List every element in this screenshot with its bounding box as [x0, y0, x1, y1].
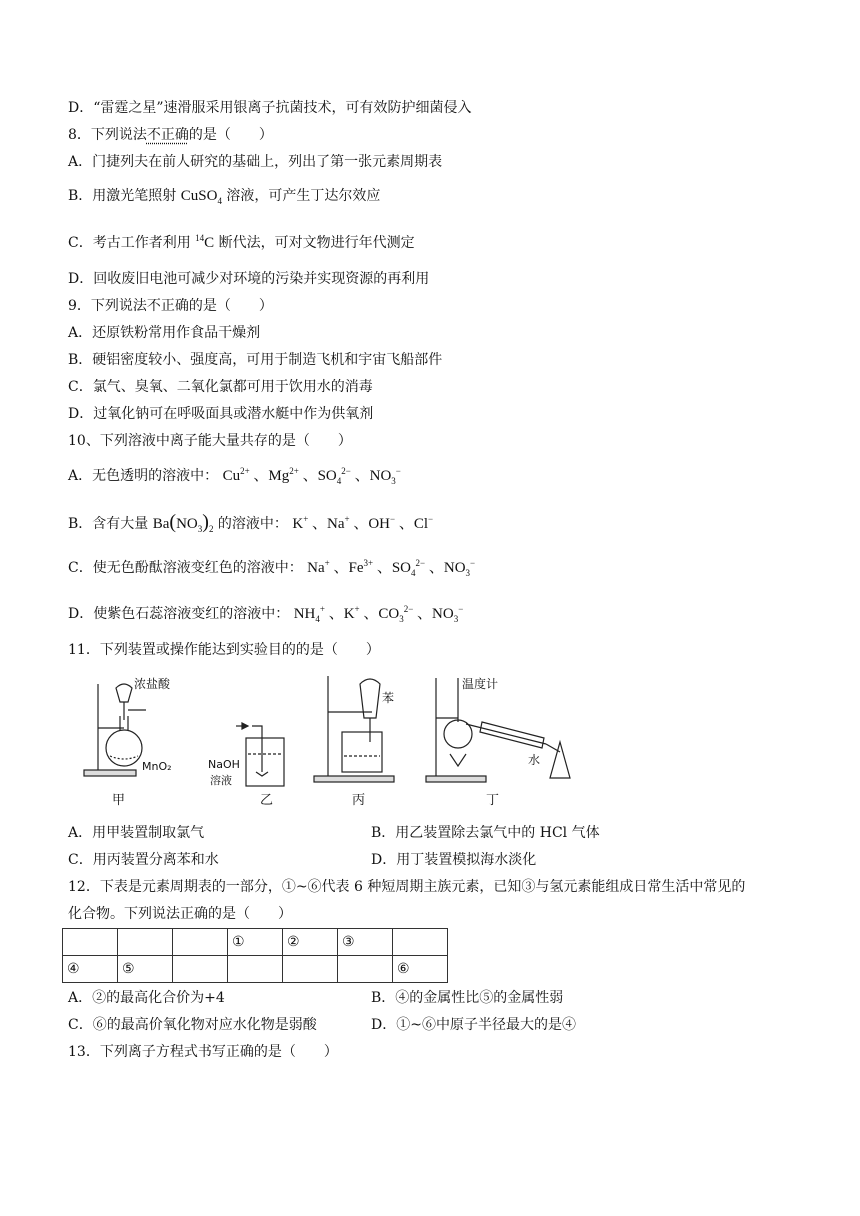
periodic-table-fragment [62, 928, 448, 983]
q12-option-d: D．①~⑥中原子半径最大的是④ [371, 1017, 576, 1033]
q12-option-a: A．②的最高化合价为+4 [68, 990, 225, 1006]
q11-option-d: D．用丁装置模拟海水淡化 [371, 852, 537, 868]
cuso4-sub: 4 [217, 196, 222, 206]
c14-mass-number: 14 [195, 233, 205, 243]
q11-option-a: A．用甲装置制取氯气 [68, 825, 205, 841]
q11-stem: 11．下列装置或操作能达到实验目的的是（ ） [68, 642, 380, 658]
ba-no3-2-formula: $Ba(NO_3)_2$ [152, 511, 214, 534]
q10-option-d [68, 604, 463, 624]
ding-label: 丁 [486, 793, 500, 808]
q10b-prefix: B．含有大量 [68, 516, 149, 532]
table-cell [63, 929, 118, 956]
q10-option-c [68, 558, 475, 578]
table-cell: ① [228, 929, 283, 956]
q9-option-c: C．氯气、臭氧、二氧化氯都可用于饮用水的消毒 [68, 379, 373, 395]
table-cell [393, 929, 448, 956]
q10d-prefix: D．使紫色石蕊溶液变红的溶液中： [68, 606, 290, 622]
q10-option-b [68, 512, 433, 534]
q8-option-a: A．门捷列夫在前人研究的基础上，列出了第一张元素周期表 [68, 154, 443, 170]
q8c-suffix: 断代法，可对文物进行年代测定 [218, 235, 415, 251]
q9-option-a: A．还原铁粉常用作食品干燥剂 [68, 325, 261, 341]
q8b-prefix: B．用激光笔照射 [68, 188, 177, 204]
q8-stem-tail: 的是（ ） [188, 127, 273, 143]
q9-stem: 9．下列说法不正确的是（ ） [68, 298, 273, 314]
q8b-suffix: 溶液，可产生丁达尔效应 [226, 188, 381, 204]
q10a-ions: $Cu^{2+}$ 、$Mg^{2+}$ 、$SO_4^{2-}$ 、$NO_3^-$ [222, 466, 401, 486]
yi-label: 乙 [260, 793, 274, 808]
q10b-ions: K+ 、Na+ 、OH− 、Cl− [292, 514, 434, 532]
ding-thermometer-label: 温度计 [462, 677, 499, 691]
q8-stem-prefix: 8．下列说法 [68, 127, 147, 143]
jia-solid-label: MnO₂ [142, 760, 172, 773]
apparatus-ding [426, 676, 570, 808]
table-cell: ③ [338, 929, 393, 956]
q8-emphasis: 不正确 [146, 127, 189, 143]
c14-isotope [195, 235, 214, 251]
yi-solution-label-1: NaOH [208, 758, 240, 771]
table-cell [228, 956, 283, 983]
yi-solution-label-2: 溶液 [210, 774, 232, 787]
cuso4-formula [181, 188, 222, 204]
q11-option-c: C．用丙装置分离苯和水 [68, 852, 219, 868]
apparatus-yi [208, 723, 284, 808]
q8-option-d: D．回收废旧电池可减少对环境的污染并实现资源的再利用 [68, 271, 430, 287]
q11-option-b: B．用乙装置除去氯气中的 HCl 气体 [371, 825, 600, 841]
q12-stem-line1: 12．下表是元素周期表的一部分，①~⑥代表 6 种短周期主族元素，已知③与氢元素能组成日常生活中常见的 [68, 879, 746, 895]
table-cell [173, 956, 228, 983]
apparatus-figure [76, 672, 766, 812]
table-cell: ② [283, 929, 338, 956]
q10-option-a [68, 466, 401, 486]
cuso4-text: CuSO [180, 188, 218, 204]
q10c-prefix: C．使无色酚酞溶液变红色的溶液中： [68, 560, 303, 576]
q9-option-b: B．硬铝密度较小、强度高，可用于制造飞机和宇宙飞船部件 [68, 352, 443, 368]
table-cell: ④ [63, 956, 118, 983]
apparatus-jia [84, 676, 172, 808]
jia-label: 甲 [112, 793, 126, 808]
table-cell [118, 929, 173, 956]
bing-liquid-label: 苯 [382, 691, 395, 705]
c14-symbol: C [204, 235, 215, 251]
table-row [63, 956, 448, 983]
q8-option-c [68, 233, 415, 253]
table-cell: ⑥ [393, 956, 448, 983]
q9-option-d: D．过氧化钠可在呼吸面具或潜水艇中作为供氧剂 [68, 406, 374, 422]
q10c-ions: Na+ 、$Fe^{3+}$ 、$SO_4^{2-}$ 、$NO_3^-$ [307, 558, 476, 578]
bing-label: 丙 [352, 793, 366, 808]
q12-option-c: C．⑥的最高价氧化物对应水化物是弱酸 [68, 1017, 317, 1033]
apparatus-bing [314, 676, 394, 808]
q10a-prefix: A．无色透明的溶液中： [68, 468, 219, 484]
table-cell [283, 956, 338, 983]
table-row [63, 929, 448, 956]
q10-stem: 10、下列溶液中离子能大量共存的是（ ） [68, 433, 352, 449]
q8c-prefix: C．考古工作者利用 [68, 235, 191, 251]
q10d-ions: $NH_4^+$ 、K+ 、$CO_3^{2-}$ 、$NO_3^-$ [293, 604, 464, 624]
q7-option-d: D．“雷霆之星”速滑服采用银离子抗菌技术，可有效防护细菌侵入 [68, 100, 472, 116]
q12-stem-line2: 化合物。下列说法正确的是（ ） [68, 906, 292, 922]
ding-water-label: 水 [528, 753, 541, 767]
q13-stem: 13．下列离子方程式书写正确的是（ ） [68, 1044, 338, 1060]
table-cell [338, 956, 393, 983]
jia-reagent-label: 浓盐酸 [134, 677, 171, 691]
table-cell: ⑤ [118, 956, 173, 983]
q12-option-b: B．④的金属性比⑤的金属性弱 [371, 990, 564, 1006]
table-cell [173, 929, 228, 956]
q8-stem [68, 125, 273, 145]
q8-option-b [68, 186, 380, 206]
q10b-mid: 的溶液中： [217, 516, 288, 532]
